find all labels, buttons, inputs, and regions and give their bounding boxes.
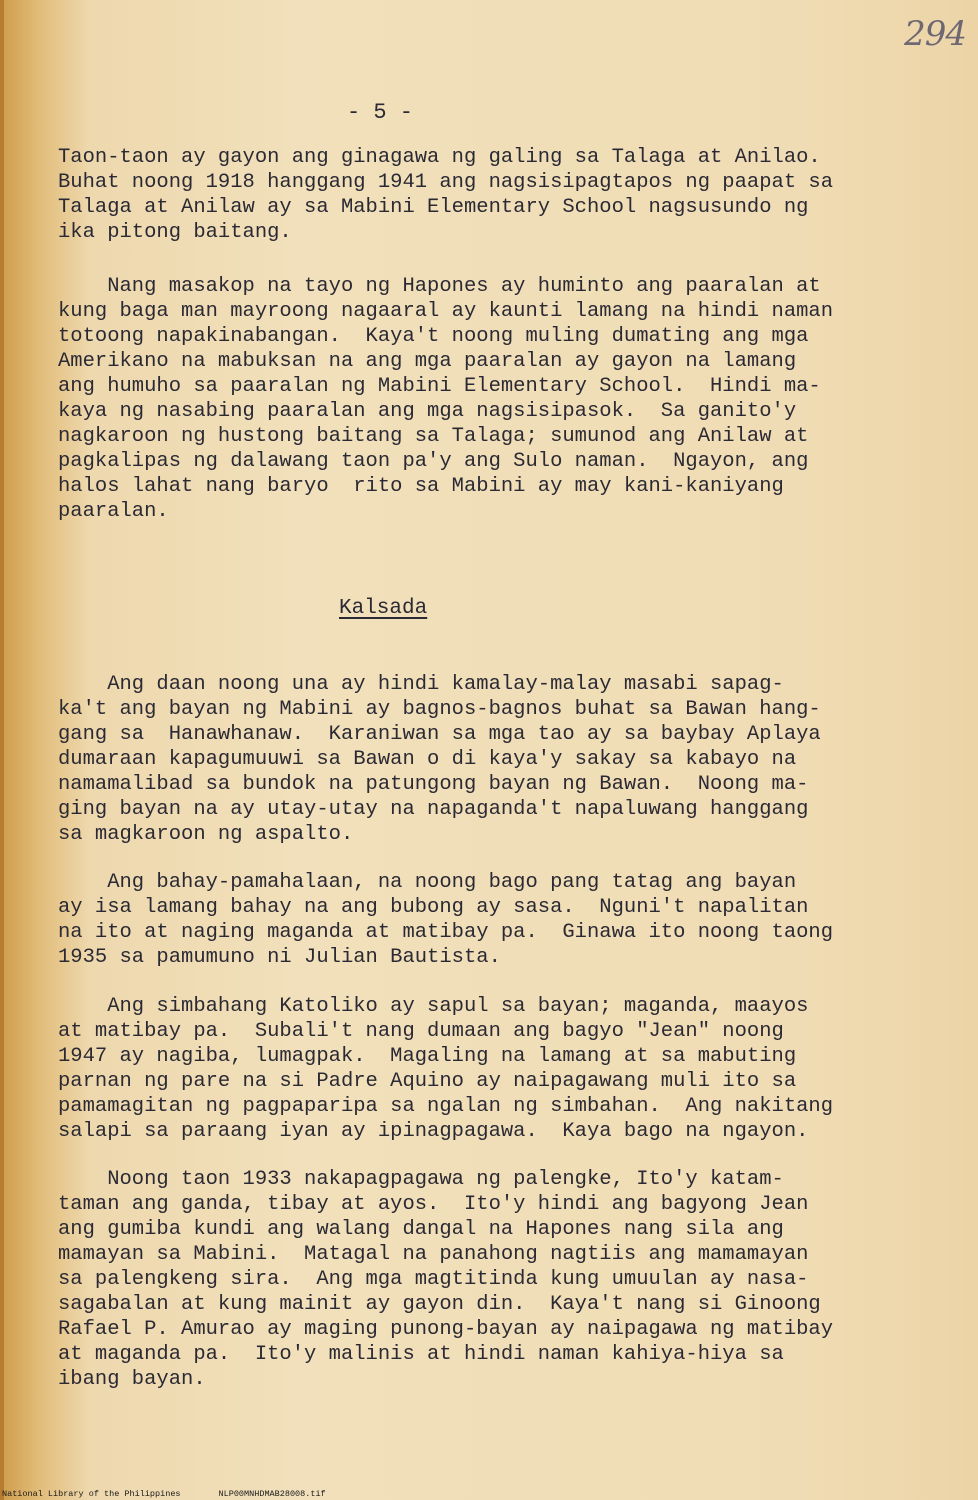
text-line: pamamagitan ng pagpaparipa sa ngalan ng simbahan. Ang nakitang [58,1095,834,1118]
paragraph-5 [58,994,858,1144]
text-line: kaya ng nasabing paaralan ang mga nagsisipasok. Sa ganito'y [58,400,797,423]
text-line: mamayan sa Mabini. Matagal na panahong nagtiis ang mamamayan [58,1243,809,1266]
text-line: sagabalan at kung mainit ay gayon din. Kaya't nang si Ginoong [58,1293,821,1316]
text-line: salapi sa paraang iyan ay ipinagpagawa. Kaya bago na ngayon. [58,1120,809,1143]
text-line: sa magkaroon ng aspalto. [58,823,354,846]
text-line: ka't ang bayan ng Mabini ay bagnos-bagnos buhat sa Bawan hang- [58,698,821,721]
text-line: halos lahat nang baryo rito sa Mabini ay may kani-kaniyang [58,475,784,498]
text-line: Talaga at Anilaw ay sa Mabini Elementary School nagsusundo ng [58,196,809,219]
text-line: Ang simbahang Katoliko ay sapul sa bayan; maganda, maayos [58,995,809,1018]
text-line: at maganda pa. Ito'y malinis at hindi naman kahiya-hiya sa [58,1343,784,1366]
handwritten-page-number: 294 [904,14,966,54]
text-line: pagkalipas ng dalawang taon pa'y ang Sulo naman. Ngayon, ang [58,450,809,473]
text-line: 1947 ay nagiba, lumagpak. Magaling na lamang at sa mabuting [58,1045,797,1068]
text-line: gang sa Hanawhanaw. Karaniwan sa mga tao ay sa baybay Aplaya [58,723,821,746]
text-line: ging bayan na ay utay-utay na napaganda't napaluwang hanggang [58,798,809,821]
paragraph-2 [58,274,858,524]
text-line: Ang bahay-pamahalaan, na noong bago pang tatag ang bayan [58,871,797,894]
text-line: totoong napakinabangan. Kaya't noong muling dumating ang mga [58,325,809,348]
text-line: paaralan. [58,500,169,523]
section-heading: Kalsada [339,597,428,620]
text-line: Amerikano na mabuksan na ang mga paaralan ay gayon na lamang [58,350,797,373]
text-line: ay isa lamang bahay na ang bubong ay sasa. Nguni't napalitan [58,896,809,919]
text-line: taman ang ganda, tibay at ayos. Ito'y hindi ang bagyong Jean [58,1193,809,1216]
page-binding-edge [0,0,4,1500]
text-line: Noong taon 1933 nakapagpagawa ng palengke, Ito'y katam- [58,1168,784,1191]
footer-institution: National Library of the Philippines [2,1489,181,1499]
archive-footer [2,1489,364,1499]
text-line: parnan ng pare na si Padre Aquino ay naipagawang muli ito sa [58,1070,797,1093]
text-line: at matibay pa. Subali't nang dumaan ang bagyo "Jean" noong [58,1020,784,1043]
text-line: ika pitong baitang. [58,221,292,244]
footer-filename: NLP00MNHDMAB28008.tif [218,1489,326,1499]
text-line: ang gumiba kundi ang walang dangal na Hapones nang sila ang [58,1218,784,1241]
text-line: ang humuho sa paaralan ng Mabini Elementary School. Hindi ma- [58,375,821,398]
text-line: nagkaroon ng hustong baitang sa Talaga; sumunod ang Anilaw at [58,425,809,448]
text-line: na ito at naging maganda at matibay pa. Ginawa ito noong taong [58,921,834,944]
text-line: sa palengkeng sira. Ang mga magtitinda kung umuulan ay nasa- [58,1268,809,1291]
paragraph-6 [58,1167,858,1392]
text-line: Nang masakop na tayo ng Hapones ay huminto ang paaralan at [58,275,821,298]
text-line: Rafael P. Amurao ay maging punong-bayan ay naipagawa ng matibay [58,1318,834,1341]
paragraph-4 [58,870,858,970]
paragraph-3 [58,672,858,847]
text-line: 1935 sa pamumuno ni Julian Bautista. [58,946,501,969]
text-line: Buhat noong 1918 hanggang 1941 ang nagsisipagtapos ng paapat sa [58,171,834,194]
page-number: - 5 - [346,100,413,125]
text-line: Ang daan noong una ay hindi kamalay-malay masabi sapag- [58,673,784,696]
text-line: dumaraan kapagumuuwi sa Bawan o di kaya'y sakay sa kabayo na [58,748,797,771]
text-line: ibang bayan. [58,1368,206,1391]
text-line: namamalibad sa bundok na patungong bayan ng Bawan. Noong ma- [58,773,809,796]
text-line: Taon-taon ay gayon ang ginagawa ng galing sa Talaga at Anilao. [58,146,821,169]
text-line: kung baga man mayroong nagaaral ay kaunti lamang na hindi naman [58,300,834,323]
paragraph-1 [58,145,858,245]
